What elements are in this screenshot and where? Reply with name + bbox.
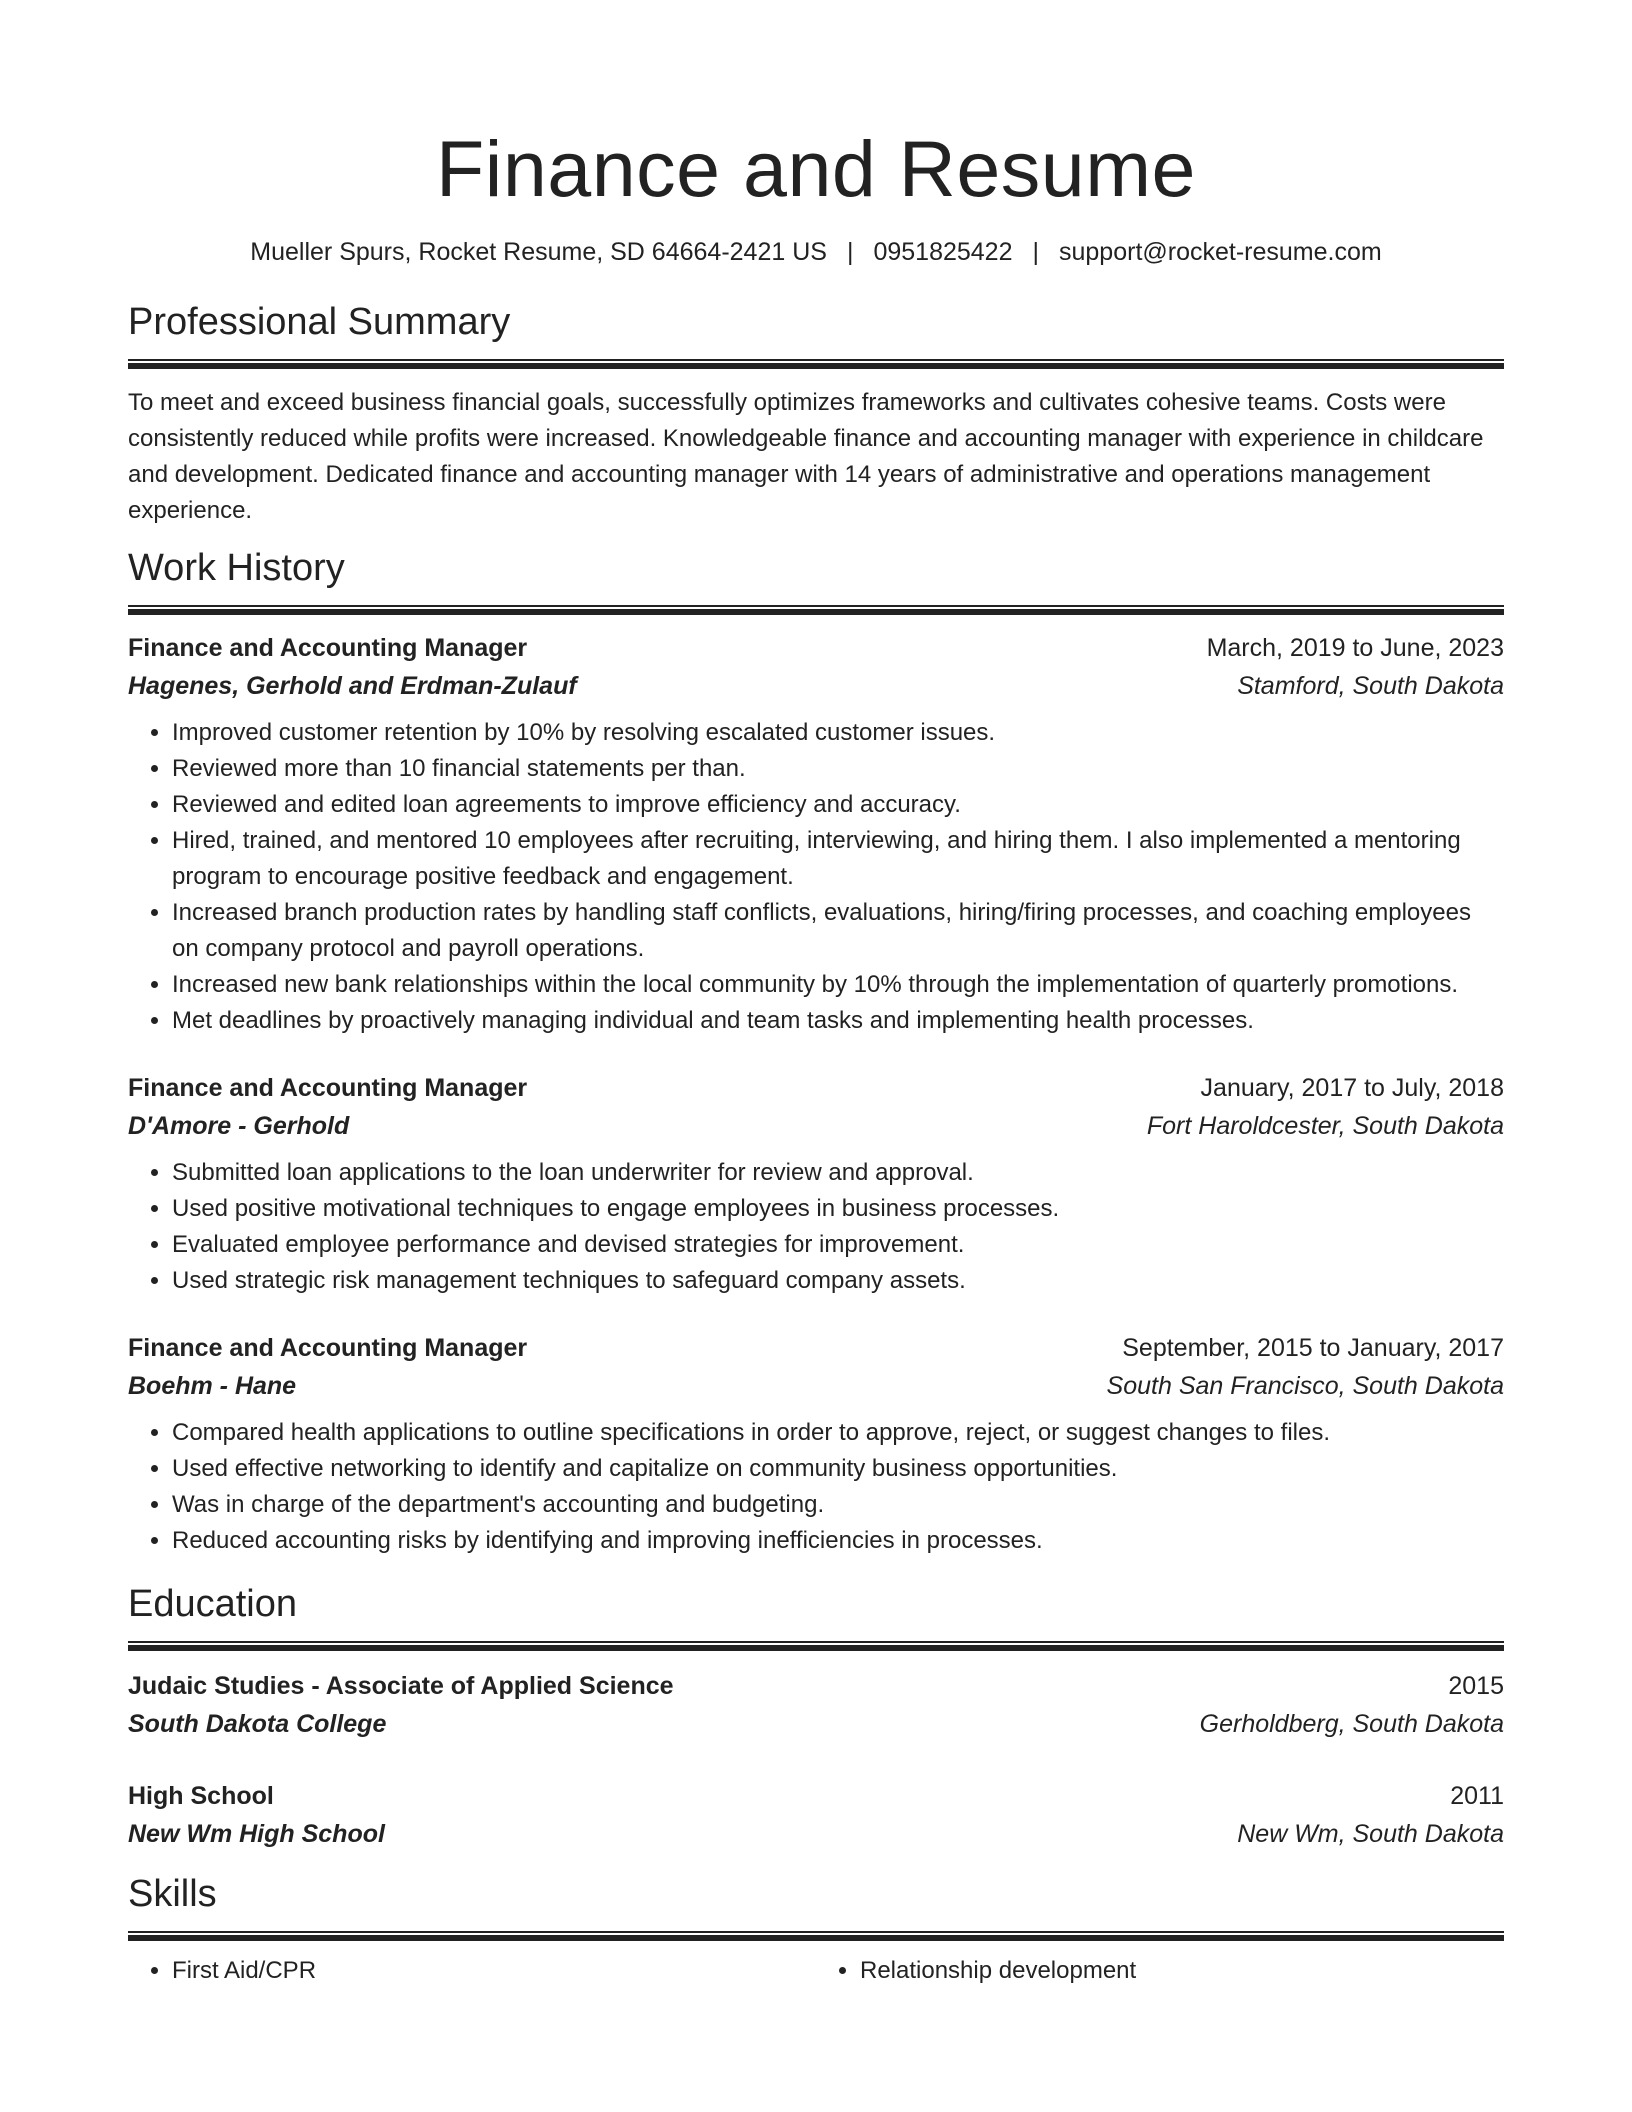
job-company: D'Amore - Gerhold	[128, 1112, 350, 1140]
job-subheader	[128, 667, 1504, 705]
job-dates: January, 2017 to July, 2018	[1200, 1074, 1504, 1102]
job-dates: March, 2019 to June, 2023	[1206, 634, 1504, 662]
education-school: South Dakota College	[128, 1710, 387, 1738]
education-location: New Wm, South Dakota	[1237, 1820, 1504, 1848]
education-year: 2015	[1448, 1672, 1504, 1700]
list-item: • Was in charge of the department's accounting and budgeting.	[172, 1487, 1504, 1523]
education-subheader	[128, 1705, 1504, 1743]
list-item: • Reduced accounting risks by identifying and improving inefficiencies in processes.	[172, 1523, 1504, 1559]
skills-section	[128, 1871, 1504, 1989]
job-location: Stamford, South Dakota	[1237, 672, 1504, 700]
section-title-skills: Skills	[128, 1873, 217, 1915]
list-item: • Used positive motivational techniques to engage employees in business processes.	[172, 1191, 1504, 1227]
job-bullets	[128, 715, 1504, 1039]
list-item: • Improved customer retention by 10% by resolving escalated customer issues.	[172, 715, 1504, 751]
summary-section	[128, 299, 1504, 529]
contact-separator: |	[1032, 238, 1039, 266]
job-subheader	[128, 1367, 1504, 1405]
resume-name: Finance and Resume	[436, 124, 1196, 213]
education-entry	[128, 1667, 1504, 1743]
work-history-section	[128, 545, 1504, 1559]
job-header	[128, 1329, 1504, 1367]
skills-list-right	[816, 1953, 1504, 1989]
list-item: • Used effective networking to identify and capitalize on community business opportunities.	[172, 1451, 1504, 1487]
job-bullets	[128, 1155, 1504, 1299]
section-divider	[128, 1641, 1504, 1651]
list-item: • Submitted loan applications to the loan underwriter for review and approval.	[172, 1155, 1504, 1191]
list-item: • Used strategic risk management techniques to safeguard company assets.	[172, 1263, 1504, 1299]
job-subheader	[128, 1107, 1504, 1145]
job-title: Finance and Accounting Manager	[128, 1074, 528, 1102]
contact-line	[128, 235, 1504, 269]
job-entry	[128, 1329, 1504, 1559]
job-dates: September, 2015 to January, 2017	[1122, 1334, 1504, 1362]
list-item: • Evaluated employee performance and devised strategies for improvement.	[172, 1227, 1504, 1263]
education-subheader	[128, 1815, 1504, 1853]
section-title-summary: Professional Summary	[128, 301, 511, 343]
section-divider	[128, 1931, 1504, 1941]
education-degree: High School	[128, 1782, 274, 1810]
skill-item: • Relationship development	[860, 1953, 1504, 1989]
contact-email: support@rocket-resume.com	[1059, 238, 1382, 266]
section-title-work: Work History	[128, 547, 345, 589]
skills-columns	[128, 1941, 1504, 1989]
education-degree: Judaic Studies - Associate of Applied Science	[128, 1672, 674, 1700]
job-entry	[128, 1069, 1504, 1299]
job-bullets	[128, 1415, 1504, 1559]
job-company: Boehm - Hane	[128, 1372, 297, 1400]
job-location: Fort Haroldcester, South Dakota	[1146, 1112, 1504, 1140]
section-title-education: Education	[128, 1583, 298, 1625]
job-title: Finance and Accounting Manager	[128, 1334, 528, 1362]
section-divider	[128, 359, 1504, 369]
education-year: 2011	[1450, 1782, 1504, 1810]
list-item: • Reviewed and edited loan agreements to improve efficiency and accuracy.	[172, 787, 1504, 823]
job-header	[128, 629, 1504, 667]
contact-phone: 0951825422	[873, 238, 1013, 266]
list-item: • Met deadlines by proactively managing individual and team tasks and implementing health processes.	[172, 1003, 1504, 1039]
list-item: • Compared health applications to outline specifications in order to approve, reject, or suggest changes to files.	[172, 1415, 1504, 1451]
job-title: Finance and Accounting Manager	[128, 634, 528, 662]
skill-item: • First Aid/CPR	[172, 1953, 816, 1989]
list-item: • Increased branch production rates by handling staff conflicts, evaluations, hiring/firing processes, and coaching employees on company protocol and payroll operations.	[172, 895, 1504, 967]
list-item: • Reviewed more than 10 financial statements per than.	[172, 751, 1504, 787]
job-location: South San Francisco, South Dakota	[1106, 1372, 1504, 1400]
summary-text: To meet and exceed business financial goals, successfully optimizes frameworks and cultivates cohesive teams. Costs were consistently reduced while profits were increased. Knowledgeable finance and accounting manager with experience in childcare and development. Dedicated finance and accounting manager with 14 years of administrative and operations management experience.	[128, 389, 1484, 524]
job-header	[128, 1069, 1504, 1107]
job-entry	[128, 629, 1504, 1039]
education-header	[128, 1777, 1504, 1815]
contact-address: Mueller Spurs, Rocket Resume, SD 64664-2421 US	[250, 238, 827, 266]
education-section	[128, 1581, 1504, 1853]
contact-separator: |	[846, 238, 854, 266]
education-location: Gerholdberg, South Dakota	[1199, 1710, 1504, 1738]
education-entry	[128, 1777, 1504, 1853]
list-item: • Hired, trained, and mentored 10 employees after recruiting, interviewing, and hiring them. I also implemented a mentoring program to encourage positive feedback and engagement.	[172, 823, 1504, 895]
list-item: • Increased new bank relationships within the local community by 10% through the implementation of quarterly promotions.	[172, 967, 1504, 1003]
job-company: Hagenes, Gerhold and Erdman-Zulauf	[128, 672, 577, 700]
skills-list-left	[128, 1953, 816, 1989]
education-school: New Wm High School	[128, 1820, 385, 1848]
section-divider	[128, 605, 1504, 615]
education-header	[128, 1667, 1504, 1705]
